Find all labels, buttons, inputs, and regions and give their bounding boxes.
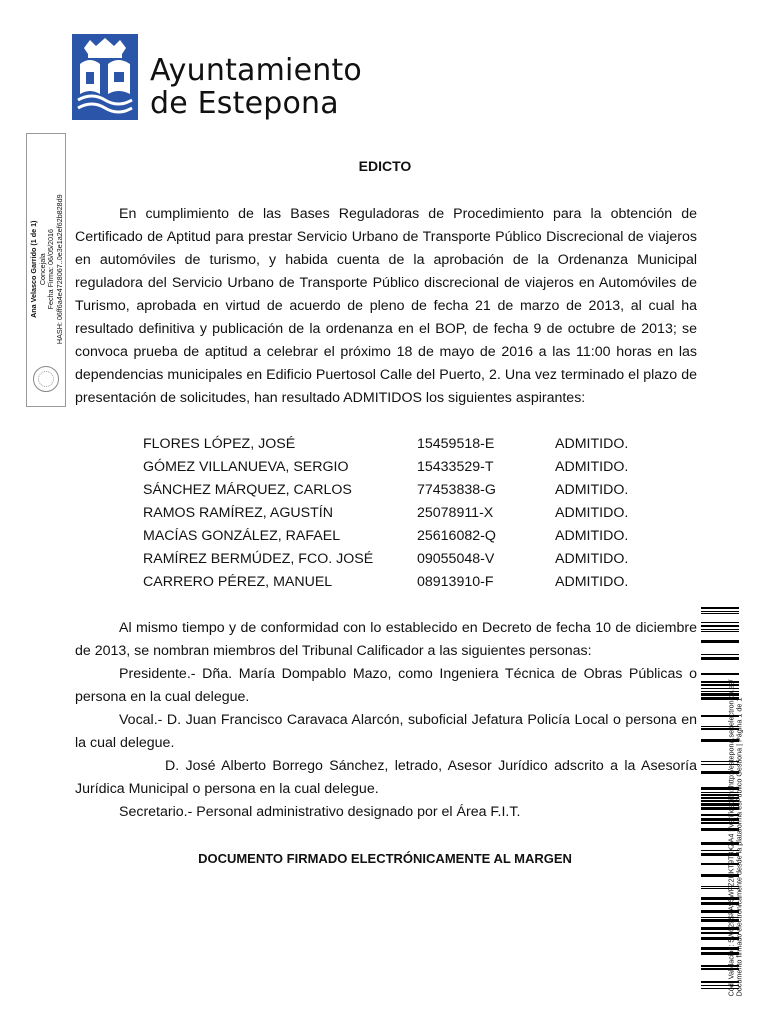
applicant-row [143, 502, 663, 525]
applicant-row [143, 456, 663, 479]
applicant-status: ADMITIDO. [555, 574, 629, 590]
applicant-status: ADMITIDO. [555, 459, 629, 475]
signer-role: Concejala [37, 253, 47, 286]
applicant-name: FLORES LÓPEZ, JOSÉ [143, 436, 296, 452]
applicant-name: GÓMEZ VILLANUEVA, SERGIO [143, 459, 349, 475]
verification-code: Cód. Validación: 5W629SPA95WFZ2HKT9T3XZA4 | Verificación: http://estepona.sedelectronica.es/ [726, 679, 736, 997]
signature-box [26, 133, 66, 407]
tribunal-vocal-2: D. José Alberto Borrego Sánchez, letrado, Asesor Jurídico adscrito a la Asesoría Jurídica Municipal o persona en la cual delegue. [75, 758, 697, 797]
applicant-id: 15459518-E [417, 436, 495, 452]
tribunal-vocal-1: Vocal.- D. Juan Francisco Caravaca Alarcón, suboficial Jefatura Policía Local o persona en la cual delegue. [75, 712, 697, 751]
applicant-status: ADMITIDO. [555, 528, 629, 544]
document-title: EDICTO [358, 158, 412, 174]
applicant-row [143, 433, 663, 456]
applicant-id: 15433529-T [417, 459, 494, 475]
applicant-id: 09055048-V [417, 551, 495, 567]
applicant-name: CARRERO PÉREZ, MANUEL [143, 574, 333, 590]
intro-paragraph: En cumplimiento de las Bases Reguladoras de Procedimiento para la obtención de Certificado de Aptitud para prestar Servicio Urbano de Transporte Público Discrecional de viajeros en automóviles de turismo, y habida cuenta de la aprobación de la Ordenanza Municipal reguladora del Servicio Urbano de Transporte Público discrecional de viajeros en Automóviles de Turismo, aprobada en virtud de acuerdo de pleno de fecha 21 de marzo de 2013, al cual ha resultado definitiva y publicación de la ordenanza en el BOP, de fecha 9 de octubre de 2013; se convoca prueba de aptitud a celebrar el próximo 18 de mayo de 2016 a las 11:00 horas en las dependencias municipales en Edificio Puertosol Calle del Puerto, 2. Una vez terminado el plazo de presentación de solicitudes, han resultado ADMITIDOS los siguientes aspirantes: [75, 206, 697, 406]
applicant-id: 25078911-X [417, 505, 494, 521]
tribunal-secretary: Secretario.- Personal administrativo designado por el Área F.I.T. [119, 804, 521, 820]
applicant-status: ADMITIDO. [555, 551, 629, 567]
brand-line-1: Ayuntamiento [150, 53, 362, 88]
tribunal-intro: Al mismo tiempo y de conformidad con lo establecido en Decreto de fecha 10 de diciembre de 2013, se nombran miembros del Tribunal Calificador a las siguientes personas: [75, 620, 697, 659]
applicant-id: 25616082-Q [417, 528, 496, 544]
applicant-name: RAMÍREZ BERMÚDEZ, FCO. JOSÉ [143, 551, 374, 567]
signature-date: Fecha Firma: 06/05/2016 [46, 229, 55, 310]
signature-hash: HASH: 06ff6a4e4728067..0e3e1a2ef62b828d9 [54, 194, 64, 345]
applicant-id: 77453838-G [417, 482, 496, 498]
applicant-row [143, 548, 663, 571]
signer-name: Ana Velasco Garrido (1 de 1) [28, 220, 38, 318]
tribunal-president: Presidente.- Dña. María Dompablo Mazo, como Ingeniera Técnica de Obras Públicas o persona en la cual delegue. [75, 666, 697, 705]
estepona-coat-of-arms-logo [72, 34, 138, 120]
applicant-name: SÁNCHEZ MÁRQUEZ, CARLOS [143, 482, 352, 498]
brand-line-2: de Estepona [150, 86, 339, 121]
applicant-name: RAMOS RAMÍREZ, AGUSTÍN [143, 505, 333, 521]
applicant-row [143, 479, 663, 502]
verification-text [728, 596, 745, 996]
applicant-name: MACÍAS GONZÁLEZ, RAFAEL [143, 528, 341, 544]
applicant-row [143, 571, 663, 594]
official-seal-icon [33, 366, 59, 392]
verification-platform: Documento firmado electrónicamente desde la plataforma esPublico Gestiona | Página 1 de 1 [735, 697, 744, 997]
applicant-status: ADMITIDO. [555, 482, 629, 498]
applicant-row [143, 525, 663, 548]
applicant-status: ADMITIDO. [555, 436, 629, 452]
brand-name [150, 54, 362, 120]
signed-notice: DOCUMENTO FIRMADO ELECTRÓNICAMENTE AL MARGEN [198, 851, 572, 866]
applicant-status: ADMITIDO. [555, 505, 629, 521]
applicant-id: 08913910-F [417, 574, 494, 590]
